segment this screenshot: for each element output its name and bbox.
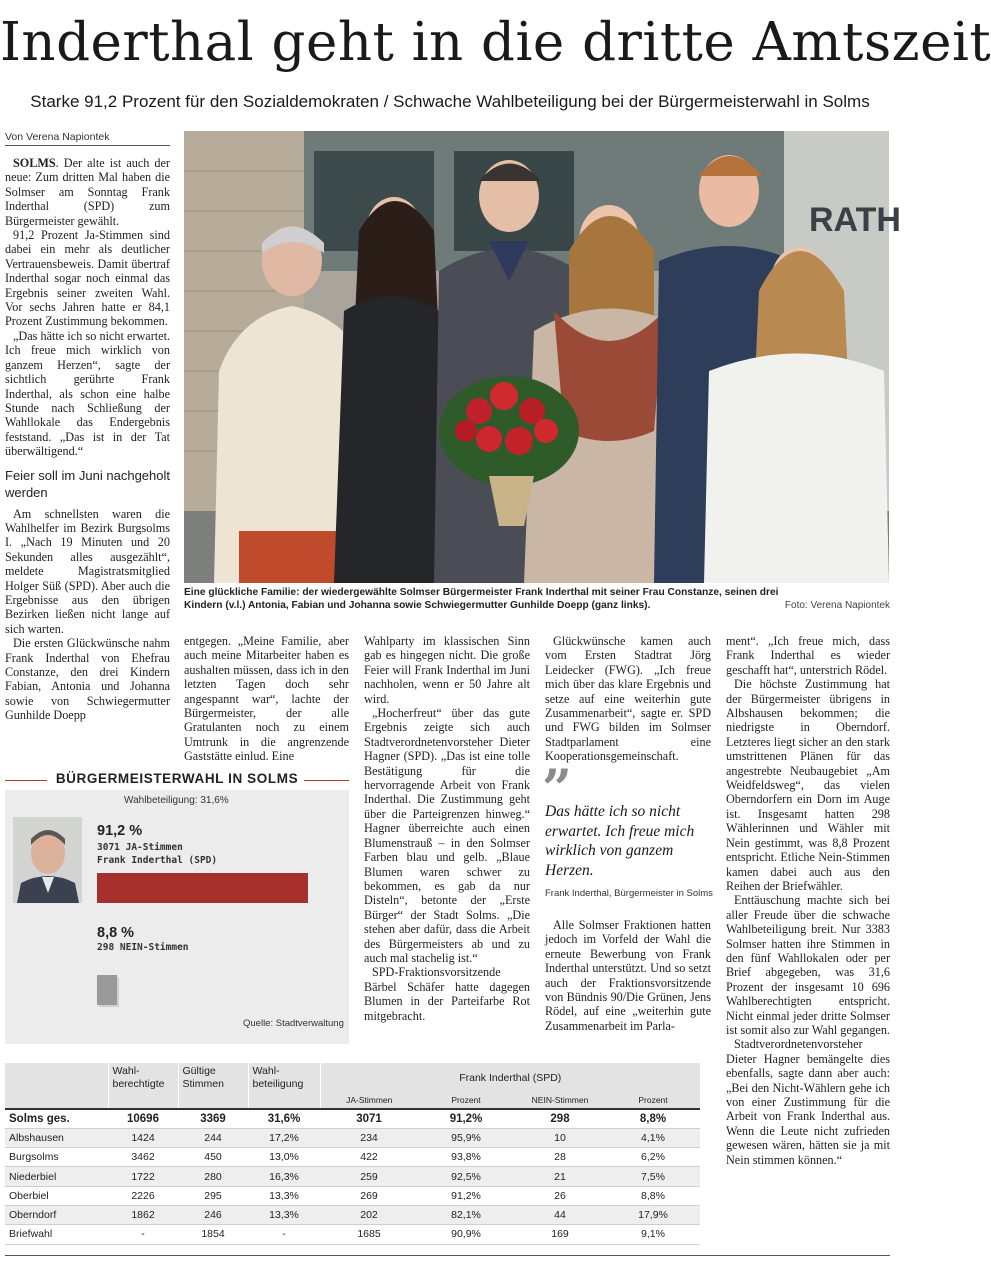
paragraph: Die höchste Zustimmung hat der Bürgermeister übrigens in Albshausen bekommen; die niedrigste in Oberndorf. Letzteres liegt sicher an den stark umstrittenen Plänen für das angestrebte Neubaugebiet „Am Weidfeldsweg“, das vielen Oberndorfern ein Dorn im Auge ist. Insgesamt hatten 298 Wählerinnen und Wähler mit Nein gestimmt, was 8,8 Prozent entspricht. Etliche Nein-Stimmen kamen dabei auch aus den Reihen der Briefwähler.: [726, 677, 890, 893]
article-column-2: [184, 634, 349, 764]
header-turnout: Wahl-beteiligung: [248, 1063, 320, 1093]
no-bar: [97, 975, 117, 1005]
table-row: Briefwahl - 1854 - 1685 90,9% 169 9,1%: [5, 1225, 700, 1244]
quote-mark-icon: ”: [542, 759, 572, 820]
family-photo: [184, 131, 901, 583]
article-column-4: [545, 634, 711, 764]
paragraph: Enttäuschung machte sich bei aller Freude über die schwache Wahlbeteiligung breit. Nur 3383 Solmser hatten ihre Stimmen in den fünf Wahllokalen oder per Brief abgegeben, was 31,6 Prozent der insgesamt 10 696 Wahlberechtigten entspricht. Nicht einmal jeder dritte Solmser ist somit also zur Wahl gegangen.: [726, 893, 890, 1037]
results-table: [5, 1063, 700, 1245]
header-eligible: Wahl-berechtigte: [108, 1063, 178, 1093]
pull-quote: Das hätte ich so nicht erwartet. Ich freue mich wirklich von ganzem Herzen.: [545, 803, 695, 879]
yes-votes: 3071 JA-Stimmen: [97, 842, 183, 853]
table-row: Oberndorf 1862 246 13,3% 202 82,1% 44 17,9%: [5, 1205, 700, 1224]
table-row: Albshausen 1424 244 17,2% 234 95,9% 10 4,1%: [5, 1128, 700, 1147]
header-yes-pct: Prozent: [418, 1093, 514, 1109]
table-row: Niederbiel 1722 280 16,3% 259 92,5% 21 7,5%: [5, 1167, 700, 1186]
article-column-1: [5, 156, 170, 723]
paragraph: Die ersten Glückwünsche nahm Frank Inderthal von Ehefrau Constanze, den drei Kindern Fabian, Antonia und Johanna sowie von Schwiegermutter Gunhilde Doepp: [5, 636, 170, 723]
header-yes-votes: JA-Stimmen: [320, 1093, 418, 1109]
yes-bar: [97, 873, 308, 903]
header-no-pct: Prozent: [606, 1093, 700, 1109]
photo-caption: Eine glückliche Familie: der wiedergewählte Solmser Bürgermeister Frank Inderthal mit seiner Frau Constanze, seinen drei Kindern (v.l.) Antonia, Fabian und Johanna sowie Schwiegermutter Gunhilde Doepp (ganz links).: [184, 587, 779, 611]
candidate-name: Frank Inderthal (SPD): [97, 855, 218, 866]
candidate-portrait: [13, 817, 82, 903]
yes-votes-label: [97, 841, 217, 867]
paragraph: „Das hätte ich so nicht erwartet. Ich freue mich wirklich von ganzem Herzen“, sagte der sichtlich gerührte Frank Inderthal, als schon eine halbe Stunde nach Schließung der Wahllokale das Endergebnis feststand. „Das ist in der Tat überwältigend.“: [5, 328, 170, 459]
turnout-label: Wahlbeteiligung: 31,6%: [124, 795, 229, 806]
paragraph: Stadtverordnetenvorsteher Dieter Hagner bemängelte dies ebenfalls, sagte dann aber auch: „Bei den Nicht-Wählern gehe ich von einer Zustimmung für die Arbeit von Frank Inderthal aus. Wenn die Leute nicht zufrieden gewesen wären, hätten sie ja mit Nein stimmen können.“: [726, 1037, 890, 1167]
no-percentage: 8,8 %: [97, 925, 135, 941]
headline: Inderthal geht in die dritte Amtszeit: [0, 12, 991, 73]
photo-credit: Foto: Verena Napiontek: [784, 600, 890, 611]
paragraph: 91,2 Prozent Ja-Stimmen sind dabei ein mehr als deutlicher Vertrauensbeweis. Damit übertraf Inderthal sogar noch einmal das Ergebnis seiner zweiten Wahl. Vor sechs Jahren hatte er 84,1 Prozent Zustimmung bekommen.: [5, 228, 170, 329]
paragraph: . Der alte ist auch der neue: Zum dritten Mal haben die Solmser am Sonntag Frank Inderthal (SPD) zum Bürgermeister gewählt.: [5, 156, 170, 228]
article-column-3: [364, 634, 530, 1023]
paragraph: Am schnellsten waren die Wahlhelfer im Bezirk Burgsolms I. „Nach 19 Minuten und 20 Sekunden alles ausgezählt“, meldete Magistratsmitglied Holger Süß (SPD). Aber auch die Ergebnisse aus den übrigen Bezirken ließen nicht lange auf sich warten.: [5, 506, 170, 636]
crosshead: Feier soll im Juni nachgeholt werden: [5, 467, 170, 500]
paragraph: Alle Solmser Fraktionen hatten jedoch im Vorfeld der Wahl die erneute Bewerbung von Frank Inderthal unterstützt. Und so setzt auch der Fraktionsvorsitzende von Bündnis 90/Die Grünen, Jens Rödel, auf eine „weiterhin gute Zusammenarbeit im Parla-: [545, 918, 711, 1033]
paragraph: Glückwünsche kamen auch vom Ersten Stadtrat Jörg Leidecker (FWG). „Ich freue mich über das klare Ergebnis und setze auf eine weiterhin gute Zusammenarbeit“, sagte er. SPD und FWG bilden im Solmser Stadtparlament eine Kooperationsgemeinschaft.: [545, 634, 711, 764]
page-bottom-rule: [5, 1255, 890, 1256]
header-valid: Gültige Stimmen: [178, 1063, 248, 1093]
article-column-5: [726, 634, 890, 1167]
table-row: Solms ges. 10696 3369 31,6% 3071 91,2% 298 8,8%: [5, 1109, 700, 1128]
quote-attribution: Frank Inderthal, Bürgermeister in Solms: [545, 888, 713, 899]
paragraph: entgegen. „Meine Familie, aber auch meine Mitarbeiter haben es aushalten müssen, dass ich in den letzten Tagen doch sehr angespannt war“, lachte der Bürgermeister, der alle Gratulanten noch zu einem Umtrunk in die angrenzende Gaststätte einlud. Eine: [184, 634, 349, 764]
byline: Von Verena Napiontek: [5, 131, 170, 146]
header-no-votes: NEIN-Stimmen: [514, 1093, 606, 1109]
paragraph: SPD-Fraktionsvorsitzende Bärbel Schäfer hatte dagegen Blumen in der Parteifarbe Rot mitgebracht.: [364, 965, 530, 1023]
source-note: Quelle: Stadtverwaltung: [243, 1018, 344, 1029]
paragraph: Wahlparty im klassischen Sinn gab es hingegen nicht. Die große Feier will Frank Inderthal im Juni nachholen, wenn er 50 Jahre alt wird.: [364, 634, 530, 706]
yes-percentage: 91,2 %: [97, 823, 143, 839]
building-sign: RATH: [809, 201, 901, 239]
table-row: Burgsolms 3462 450 13,0% 422 93,8% 28 6,2%: [5, 1148, 700, 1167]
header-candidate: Frank Inderthal (SPD): [320, 1063, 700, 1093]
no-votes-label: 298 NEIN-Stimmen: [97, 942, 189, 953]
dateline: SOLMS: [13, 156, 56, 170]
paragraph: ment“. „Ich freue mich, dass Frank Inderthal es wieder geschafft hat“, unterstrich Rödel.: [726, 634, 890, 677]
table-row: Oberbiel 2226 295 13,3% 269 91,2% 26 8,8%: [5, 1186, 700, 1205]
article-column-4-continued: [545, 918, 711, 1033]
subheadline: Starke 91,2 Prozent für den Sozialdemokraten / Schwache Wahlbeteiligung bei der Bürgermeisterwahl in Solms: [30, 92, 870, 111]
paragraph: „Hocherfreut“ über das gute Ergebnis zeigte sich auch Stadtverordnetenvorsteher Dieter Hagner (SPD). „Das ist eine tolle Bestätigung für die hervorragende Arbeit von Frank Inderthal. Die Zustimmung geht über die Parteigrenzen hinweg.“ Hagner überreichte auch einen Blumenstrauß – in den Solmser Farben blau und gelb. „Blaue Blumen waren schwer zu bekommen, es gab da nur Disteln“, betonte der „Erste Bürger“ der Stadt Solms. „Die stehen aber dafür, dass die Arbeit des Bürgermeisters ab und zu auch mal stachelig ist.“: [364, 706, 530, 965]
election-box-title: BÜRGERMEISTERWAHL IN SOLMS: [55, 771, 299, 786]
